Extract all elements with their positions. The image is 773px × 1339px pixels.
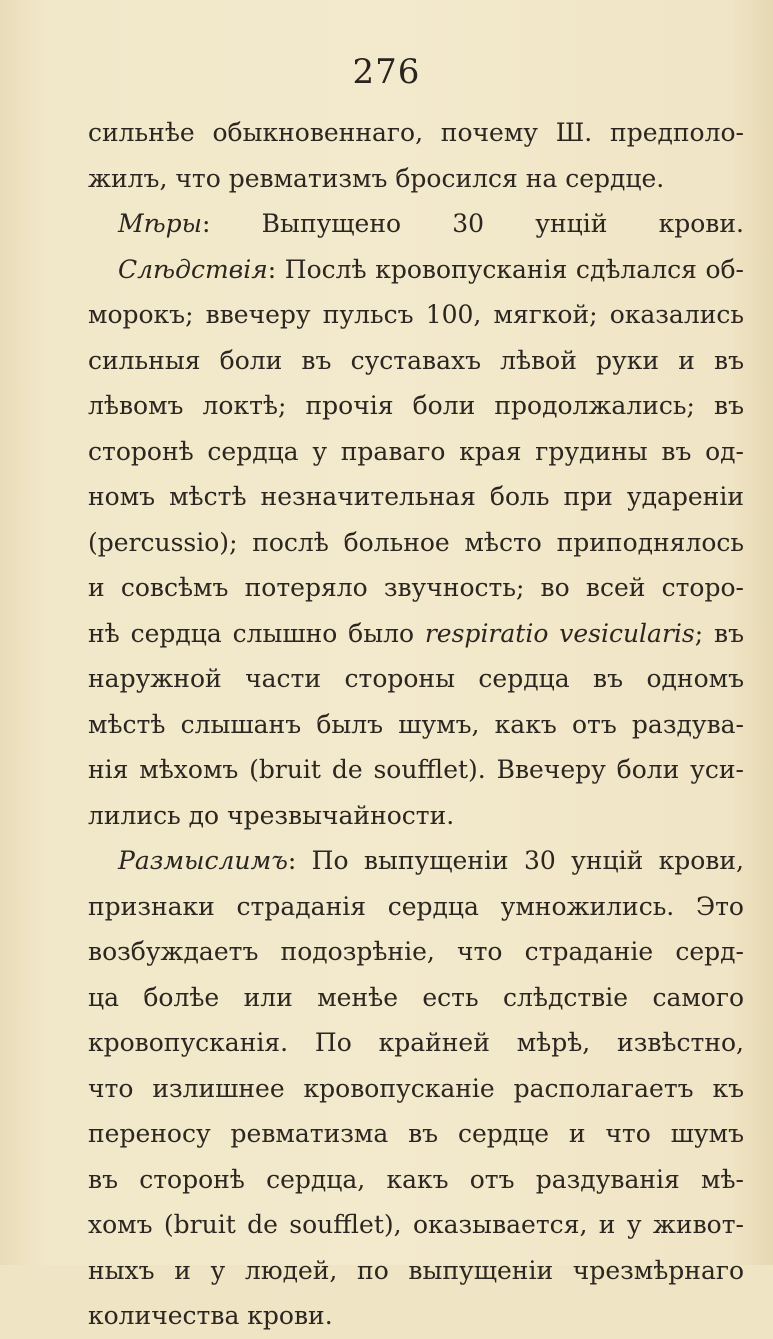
text-line: количества крови. bbox=[88, 1301, 333, 1330]
text-line: переносу ревматизма въ сердце и что шумъ bbox=[88, 1119, 744, 1148]
text-line: номъ мѣстѣ незначительная боль при удареніи bbox=[88, 482, 744, 511]
text-block bbox=[88, 110, 744, 1339]
line-text: ; въ bbox=[694, 618, 744, 648]
text-line: сильныя боли въ суставахъ лѣвой руки и въ bbox=[88, 345, 744, 375]
text-line bbox=[88, 247, 744, 293]
text-line: мѣстѣ слышанъ былъ шумъ, какъ отъ раздува- bbox=[88, 709, 744, 739]
latin-term: respiratio vesicularis bbox=[424, 618, 695, 648]
text-line: жилъ, что ревматизмъ бросился на сердце. bbox=[88, 163, 665, 193]
text-line: въ сторонѣ сердца, какъ отъ раздуванія мѣ- bbox=[88, 1164, 744, 1194]
text-line: ца болѣе или менѣе есть слѣдствіе самого bbox=[88, 982, 744, 1012]
text-line: сильнѣе обыкновеннаго, почему Ш. предполо- bbox=[88, 118, 744, 147]
line-text: : Выпущено 30 унцій крови. bbox=[202, 209, 744, 238]
text-line: лѣвомъ локтѣ; прочія боли продолжались; въ bbox=[88, 391, 744, 420]
text-line: сторонѣ сердца у праваго края грудины въ од- bbox=[88, 436, 744, 466]
text-line: наружной части стороны сердца въ одномъ bbox=[88, 664, 744, 693]
text-line: морокъ; ввечеру пульсъ 100, мягкой; оказались bbox=[88, 300, 744, 329]
text-line bbox=[88, 838, 744, 884]
text-line: ныхъ и у людей, по выпущеніи чрезмѣрнаго bbox=[88, 1255, 744, 1285]
text-line: (percussio); послѣ больное мѣсто приподнялось bbox=[88, 527, 744, 557]
text-line: нія мѣхомъ (bruit de soufflet). Ввечеру боли уси- bbox=[88, 755, 744, 784]
page-number: 276 bbox=[352, 52, 421, 92]
line-text: : Послѣ кровопусканія сдѣлался об- bbox=[267, 254, 744, 284]
section-label: Слѣдствія bbox=[118, 254, 268, 284]
text-line: лились до чрезвычайности. bbox=[88, 800, 455, 830]
section-label: Мѣры bbox=[118, 209, 203, 238]
text-line bbox=[88, 201, 744, 247]
text-line: возбуждаетъ подозрѣніе, что страданіе серд- bbox=[88, 937, 744, 966]
section-label: Размыслимъ bbox=[118, 846, 288, 875]
text-line: хомъ (bruit de soufflet), оказывается, и у живот- bbox=[88, 1210, 744, 1239]
line-text: нѣ сердца слышно было bbox=[88, 618, 425, 648]
text-line: что излишнее кровопусканіе располагаетъ къ bbox=[88, 1073, 744, 1103]
text-line: признаки страданія сердца умножились. Это bbox=[88, 891, 744, 921]
line-text: : По выпущеніи 30 унцій крови, bbox=[287, 846, 744, 875]
text-line: и совсѣмъ потеряло звучность; во всей сторо- bbox=[88, 573, 744, 602]
text-line: кровопусканія. По крайней мѣрѣ, извѣстно, bbox=[88, 1028, 744, 1057]
text-line bbox=[88, 611, 744, 657]
